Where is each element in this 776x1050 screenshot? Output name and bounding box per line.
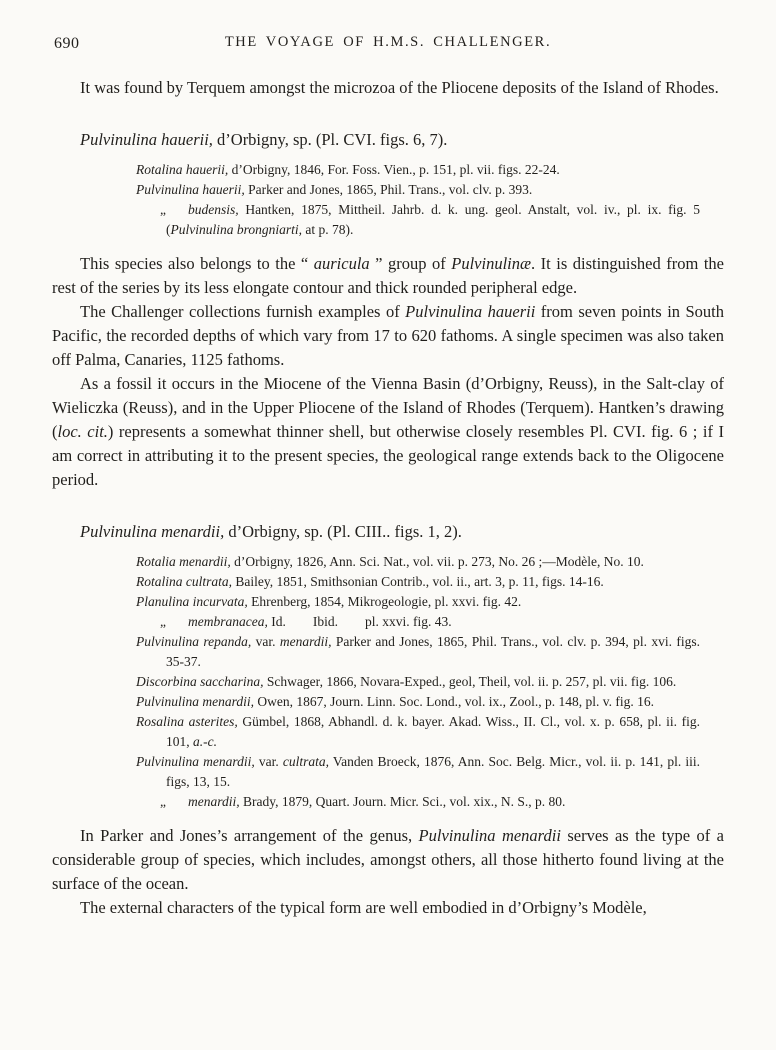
paragraph: The Challenger collections furnish examples of Pulvinulina hauerii from seven points in South Pacific, the recorded depths of which vary from 17 to 620 fathoms. A single specimen was also taken off Palma, Canaries, 1125 fathoms. bbox=[52, 302, 725, 369]
synonymy-entry: „ budensis, Hantken, 1875, Mittheil. Jahrb. d. k. ung. geol. Anstalt, vol. iv., pl. ix. fig. 5 (Pulvinulina brongniarti, at p. 78). bbox=[160, 202, 700, 237]
synonymy-entry: Rosalina asterites, Gümbel, 1868, Abhandl. d. k. bayer. Akad. Wiss., II. Cl., vol. x. p. 658, pl. ii. fig. 101, a.-c. bbox=[136, 714, 701, 749]
synonymy-entry: Rotalina cultrata, Bailey, 1851, Smithsonian Contrib., vol. ii., art. 3, p. 11, figs. 14-16. bbox=[136, 574, 604, 589]
page-number: 690 bbox=[54, 35, 80, 52]
species-heading-menardii: Pulvinulina menardii, d’Orbigny, sp. (Pl. CIII.. figs. 1, 2). bbox=[80, 522, 462, 541]
synonymy-entry: Rotalina hauerii, d’Orbigny, 1846, For. Foss. Vien., p. 151, pl. vii. figs. 22-24. bbox=[136, 162, 560, 177]
paragraph: This species also belongs to the “ auricula ” group of Pulvinulinæ. It is distinguished from the rest of the series by its less elongate contour and thick rounded peripheral edge. bbox=[52, 254, 724, 297]
running-head bbox=[52, 34, 724, 56]
synonymy-entry: Pulvinulina hauerii, Parker and Jones, 1865, Phil. Trans., vol. clv. p. 393. bbox=[136, 182, 533, 197]
section-menardii bbox=[52, 520, 724, 920]
paragraph: As a fossil it occurs in the Miocene of the Vienna Basin (d’Orbigny, Reuss), in the Salt-clay of Wieliczka (Reuss), and in the Upper Pliocene of the Island of Rhodes (Terquem). Hantken’s drawing (loc. cit.) represents a somewhat thinner shell, but otherwise closely resembles Pl. CVI. fig. 6 ; if I am correct in attributing it to the present species, the geological range extends back to the Oligocene period. bbox=[52, 374, 724, 489]
synonymy-entry: „ menardii, Brady, 1879, Quart. Journ. Micr. Sci., vol. xix., N. S., p. 80. bbox=[160, 794, 566, 809]
intro-paragraph: It was found by Terquem amongst the microzoa of the Pliocene deposits of the Island of Rhodes. bbox=[80, 78, 719, 97]
synonymy-entry: „ membranacea, Id. Ibid. pl. xxvi. fig. 43. bbox=[160, 614, 452, 629]
running-title: THE VOYAGE OF H.M.S. CHALLENGER. bbox=[224, 34, 552, 50]
paragraph: The external characters of the typical form are well embodied in d’Orbigny’s Modèle, bbox=[80, 898, 647, 917]
species-heading-hauerii: Pulvinulina hauerii, d’Orbigny, sp. (Pl. CVI. figs. 6, 7). bbox=[80, 130, 448, 149]
synonymy-entry: Discorbina saccharina, Schwager, 1866, Novara-Exped., geol, Theil, vol. ii. p. 257, pl. vii. fig. 106. bbox=[136, 674, 677, 689]
section-hauerii bbox=[52, 128, 724, 492]
synonymy-entry: Planulina incurvata, Ehrenberg, 1854, Mikrogeologie, pl. xxvi. fig. 42. bbox=[136, 594, 522, 609]
synonymy-list-menardii bbox=[136, 552, 700, 812]
synonymy-entry: Pulvinulina menardii, var. cultrata, Vanden Broeck, 1876, Ann. Soc. Belg. Micr., vol. ii. p. 141, pl. iii. figs, 13, 15. bbox=[136, 754, 700, 789]
synonymy-list-hauerii bbox=[136, 160, 700, 240]
paragraph: In Parker and Jones’s arrangement of the genus, Pulvinulina menardii serves as the type of a considerable group of species, which includes, amongst others, all those hitherto found living at the surface of the ocean. bbox=[52, 826, 724, 893]
synonymy-entry: Rotalia menardii, d’Orbigny, 1826, Ann. Sci. Nat., vol. vii. p. 273, No. 26 ;—Modèle, No. 10. bbox=[136, 554, 644, 569]
synonymy-entry: Pulvinulina repanda, var. menardii, Parker and Jones, 1865, Phil. Trans., vol. clv. p. 394, pl. xvi. figs. 35-37. bbox=[136, 634, 700, 669]
synonymy-entry: Pulvinulina menardii, Owen, 1867, Journ. Linn. Soc. Lond., vol. ix., Zool., p. 148, pl. v. fig. 16. bbox=[136, 694, 654, 709]
